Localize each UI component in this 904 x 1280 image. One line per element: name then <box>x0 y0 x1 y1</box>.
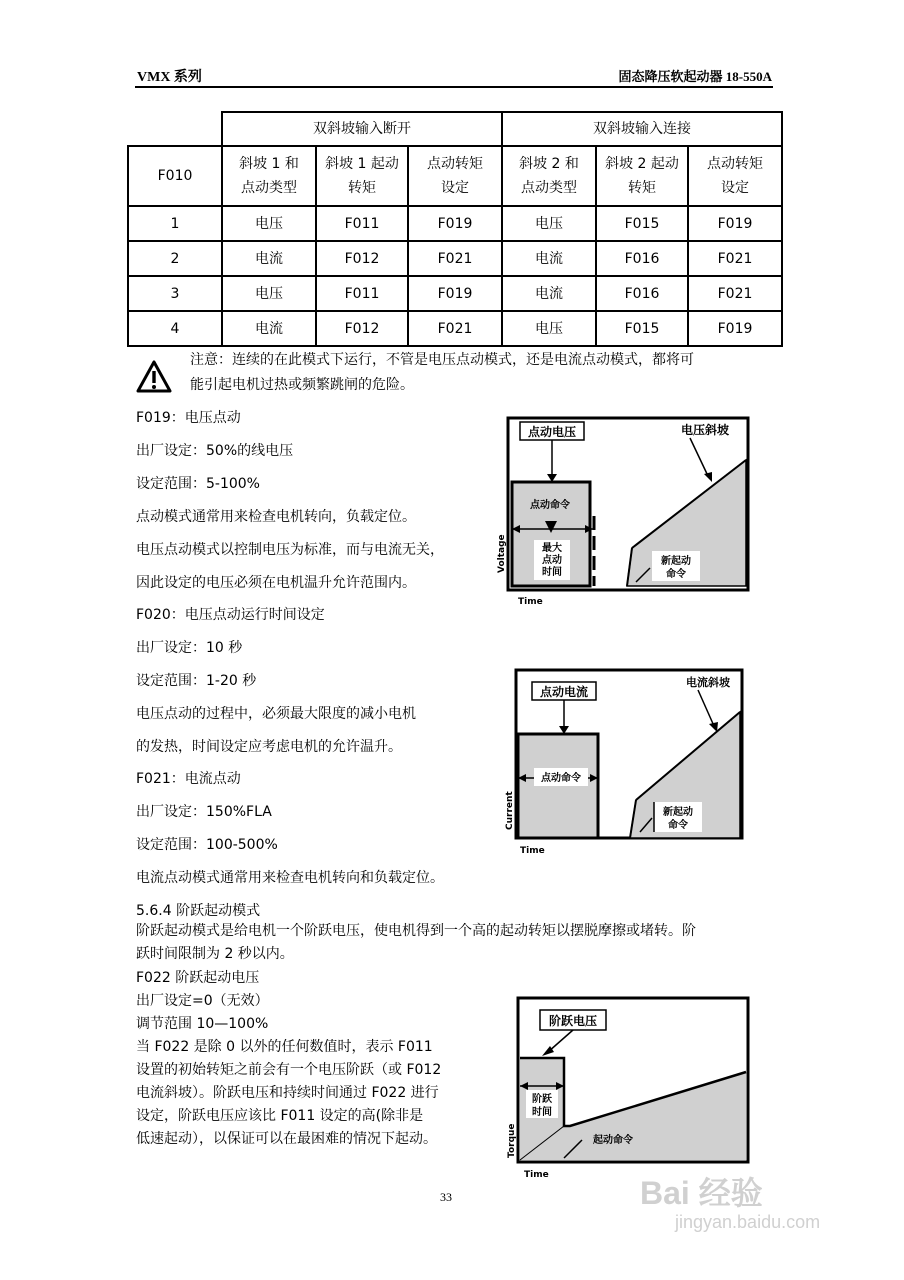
f019-desc2: 电压点动模式以控制电压为标准，而与电流无关， <box>136 542 444 558</box>
svg-text:新起动: 新起动 <box>661 556 691 567</box>
svg-text:时间: 时间 <box>542 567 562 578</box>
f021-desc: 电流点动模式通常用来检查电机转向和负载定位。 <box>136 870 444 886</box>
watermark-url: jingyan.baidu.com <box>675 1212 821 1232</box>
start-command-label: 起动命令 <box>593 1135 633 1146</box>
col-header-off-type: 斜坡 1 和 点动类型 <box>222 146 316 206</box>
torque-axis-label: Torque <box>507 1123 517 1158</box>
header-product: 固态降压软起动器 18-550A <box>618 69 772 84</box>
ramp-mode-table <box>127 111 783 347</box>
f021-factory: 出厂设定：150%FLA <box>136 804 272 820</box>
header-series: VMX 系列 <box>137 70 202 85</box>
step-start-diagram <box>498 990 763 1185</box>
watermark-logo: Bai 经验 <box>640 1175 763 1211</box>
current-jog-diagram <box>490 660 770 855</box>
voltage-axis-label: Voltage <box>497 534 507 573</box>
col-header-off-jog: 点动转矩 设定 <box>408 146 502 206</box>
f020-factory: 出厂设定：10 秒 <box>136 640 243 656</box>
table-row: 1 电压 F011 F019 电压 F015 F019 <box>128 206 782 241</box>
svg-text:新起动: 新起动 <box>663 807 693 818</box>
row-label-f010: F010 <box>128 146 222 206</box>
f021-range: 设定范围：100-500% <box>136 837 278 853</box>
warning-text: 注意：连续的在此模式下运行，不管是电压点动模式，还是电流点动模式，都将可 能引起电机过热或频繁跳闸的危险。 <box>190 352 694 393</box>
f019-title: F019：电压点动 <box>136 410 241 426</box>
f022-block: F022 阶跃起动电压 出厂设定=0（无效） 调节范围 10—100% 当 F022 是除 0 以外的任何数值时，表示 F011 设置的初始转矩之前会有一个电压阶跃（或 F012 电流斜坡）。阶跃电压和持续时间通过 F022 进行 设定，阶跃电压应该比 F011 设定的高(除非是 低速起动），以保证可以在最困难的情况下起动。 <box>136 967 486 1151</box>
table-row: 4 电流 F012 F021 电压 F015 F019 <box>128 311 782 346</box>
voltage-ramp-label: 电压斜坡 <box>680 423 730 437</box>
time-axis-label: Time <box>520 846 545 855</box>
svg-text:阶跃: 阶跃 <box>532 1094 552 1105</box>
f020-desc1: 电压点动的过程中，必须最大限度的减小电机 <box>136 706 416 722</box>
section-title: 5.6.4 阶跃起动模式 <box>136 903 261 919</box>
f019-range: 设定范围：5-100% <box>136 476 260 492</box>
voltage-jog-diagram <box>490 408 770 608</box>
svg-text:命令: 命令 <box>666 569 686 580</box>
f020-range: 设定范围：1-20 秒 <box>136 673 257 689</box>
f022-factory: 出厂设定=0（无效） <box>136 993 269 1009</box>
f022-title: F022 阶跃起动电压 <box>136 970 260 986</box>
col-header-on-torque: 斜坡 2 起动 转矩 <box>596 146 688 206</box>
svg-text:命令: 命令 <box>668 820 688 831</box>
header-divider <box>135 86 773 88</box>
time-axis-label: Time <box>518 597 543 607</box>
step-intro: 阶跃起动模式是给电机一个阶跃电压，使电机得到一个高的起动转矩以摆脱摩擦或堵转。阶 跃时间限制为 2 秒以内。 <box>136 923 696 962</box>
current-ramp-label: 电流斜坡 <box>686 676 730 689</box>
warning-icon <box>136 360 172 394</box>
f020-desc2: 的发热，时间设定应考虑电机的允许温升。 <box>136 739 402 755</box>
svg-text:时间: 时间 <box>532 1107 552 1118</box>
f020-title: F020：电压点动运行时间设定 <box>136 607 325 623</box>
f021-title: F021：电流点动 <box>136 771 241 787</box>
col-header-on-jog: 点动转矩 设定 <box>688 146 782 206</box>
group-header-on: 双斜坡输入连接 <box>502 112 782 146</box>
col-header-on-type: 斜坡 2 和 点动类型 <box>502 146 596 206</box>
svg-text:最大: 最大 <box>542 543 562 554</box>
f022-range: 调节范围 10—100% <box>136 1016 269 1032</box>
time-axis-label: Time <box>524 1170 549 1180</box>
step-voltage-label: 阶跃电压 <box>548 1014 598 1028</box>
jog-command-label: 点动命令 <box>530 500 570 511</box>
table-row: 2 电流 F012 F021 电流 F016 F021 <box>128 241 782 276</box>
col-header-off-torque: 斜坡 1 起动 转矩 <box>316 146 408 206</box>
f019-desc1: 点动模式通常用来检查电机转向，负载定位。 <box>136 509 416 525</box>
jog-voltage-label: 点动电压 <box>527 425 577 439</box>
jog-current-label: 点动电流 <box>539 685 589 699</box>
group-header-off: 双斜坡输入断开 <box>222 112 502 146</box>
svg-text:点动: 点动 <box>542 555 562 566</box>
table-row: 3 电压 F011 F019 电流 F016 F021 <box>128 276 782 311</box>
current-axis-label: Current <box>505 791 515 830</box>
jog-command-label: 点动命令 <box>541 773 581 784</box>
page-number: 33 <box>440 1190 452 1204</box>
f019-factory: 出厂设定：50%的线电压 <box>136 443 294 459</box>
f019-desc3: 因此设定的电压必须在电机温升允许范围内。 <box>136 575 416 591</box>
